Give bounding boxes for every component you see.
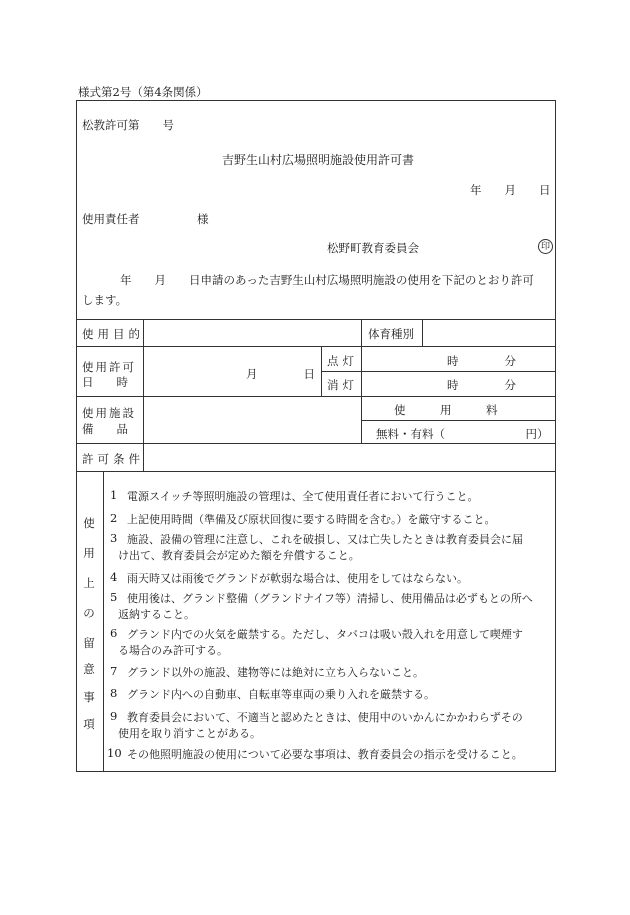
notes-heading-char: 用 <box>83 546 95 560</box>
note-text: 電源スイッチ等照明施設の管理は、全て使用責任者において行うこと。 <box>127 490 479 503</box>
note-text: 返納すること。 <box>118 608 195 621</box>
note-number: 8 <box>110 686 118 700</box>
notes-heading-char: の <box>83 606 95 620</box>
issuer-name: 松野町教育委員会 <box>327 241 419 255</box>
note-number: 9 <box>110 709 118 723</box>
notes-heading-char: 意 <box>83 662 95 676</box>
note-number: 2 <box>110 511 118 525</box>
table-rule <box>361 420 556 421</box>
lights-off-label: 消灯 <box>327 378 358 392</box>
datetime-label-2: 日 時 <box>82 375 128 389</box>
table-rule <box>103 471 104 772</box>
table-rule <box>76 443 556 444</box>
notes-heading-char: 項 <box>83 717 95 731</box>
table-rule <box>361 319 362 346</box>
table-rule <box>76 396 556 397</box>
note-text: 教育委員会において、不適当と認めたときは、使用中のいかんにかかわらずその <box>127 711 523 724</box>
lights-on-time: 時 分 <box>447 354 516 368</box>
note-text: グランド内への自動車、自転車等車両の乗り入れを厳禁する。 <box>127 688 435 701</box>
table-rule <box>321 371 556 372</box>
purpose-label: 使用目的 <box>82 327 144 341</box>
sport-type-label: 体育種別 <box>368 327 414 341</box>
note-number: 10 <box>107 746 122 760</box>
table-rule <box>76 346 556 347</box>
facility-label-1: 使用施設 <box>82 406 136 420</box>
note-text: グランド内での火気を厳禁する。ただし、タバコは吸い殻入れを用意して喫煙す <box>127 628 523 641</box>
notes-heading-char: 使 <box>83 516 95 530</box>
issue-date: 年 月 日 <box>470 183 551 197</box>
month-day: 月 日 <box>246 367 315 381</box>
fee-value: 無料・有料（ 円） <box>376 427 549 441</box>
form-reference: 様式第2号（第4条関係） <box>78 85 208 99</box>
note-text: る場合のみ許可する。 <box>118 644 228 657</box>
note-text: その他照明施設の使用について必要な事項は、教育委員会の指示を受けること。 <box>127 748 523 761</box>
permit-body-line-1: 年 月 日申請のあった吉野生山村広場照明施設の使用を下記のとおり許可 <box>120 273 534 287</box>
notes-heading-char: 上 <box>83 576 95 590</box>
datetime-label-1: 使用許可 <box>82 360 136 374</box>
table-rule <box>361 346 362 443</box>
note-text: 使用を取り消すことがある。 <box>118 727 261 740</box>
notes-heading-char: 事 <box>83 690 95 704</box>
document-title: 吉野生山村広場照明施設使用許可書 <box>222 153 415 167</box>
lights-off-time: 時 分 <box>447 378 516 392</box>
table-rule <box>76 319 556 320</box>
table-rule <box>321 346 322 396</box>
table-rule <box>422 319 423 346</box>
note-number: 3 <box>110 531 118 545</box>
note-number: 6 <box>110 626 118 640</box>
note-number: 4 <box>110 570 118 584</box>
conditions-label: 許可条件 <box>82 452 144 466</box>
table-rule <box>76 471 556 472</box>
note-text: 施設、設備の管理に注意し、これを破損し、又は亡失したときは教育委員会に届 <box>127 533 523 546</box>
recipient-line: 使用責任者 様 <box>82 212 209 226</box>
note-text: グランド以外の施設、建物等には絶対に立ち入らないこと。 <box>127 666 424 679</box>
note-text: け出て、教育委員会が定めた額を弁償すること。 <box>118 549 360 562</box>
fee-label: 使 用 料 <box>394 403 498 417</box>
note-text: 雨天時又は雨後でグランドが軟弱な場合は、使用をしてはならない。 <box>127 572 468 585</box>
permit-number: 松教許可第 号 <box>82 118 174 132</box>
note-number: 5 <box>110 590 118 604</box>
permit-body-line-2: します。 <box>82 293 128 307</box>
note-text: 上記使用時間（準備及び原状回復に要する時間を含む。）を厳守すること。 <box>127 513 496 526</box>
seal-mark: 印 <box>538 239 553 254</box>
note-number: 7 <box>110 664 118 678</box>
notes-heading-char: 留 <box>83 636 95 650</box>
lights-on-label: 点灯 <box>327 354 358 368</box>
note-text: 使用後は、グランド整備（グランドナイフ等）清掃し、使用備品は必ずもとの所へ <box>127 592 533 605</box>
note-number: 1 <box>110 488 118 502</box>
facility-label-2: 備 品 <box>82 422 128 436</box>
